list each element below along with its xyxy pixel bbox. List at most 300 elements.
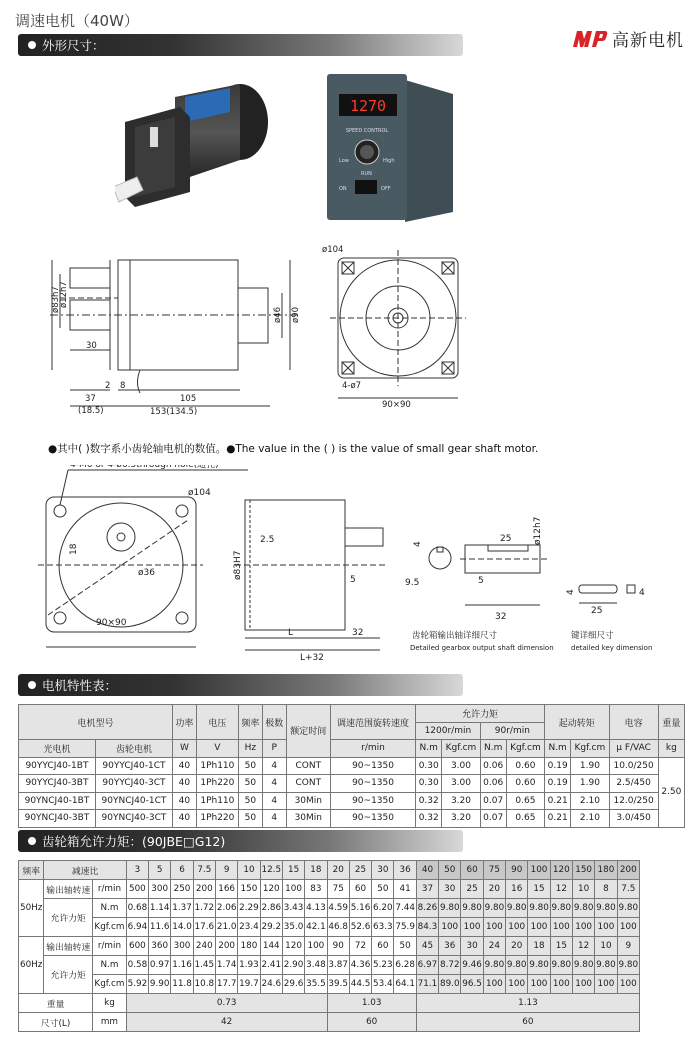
table-cell: 10.0/250 bbox=[609, 757, 658, 775]
table-header: N.m bbox=[416, 740, 442, 758]
table-cell: 0.32 bbox=[416, 792, 442, 810]
table-cell: 40 bbox=[172, 775, 196, 793]
table-header: 90r/min bbox=[480, 722, 544, 740]
table-cell: 100 bbox=[439, 918, 461, 937]
table-cell: 9.80 bbox=[439, 899, 461, 918]
dim-label: 32 bbox=[495, 612, 507, 622]
table-header: 调速范围旋转速度 bbox=[330, 705, 415, 740]
table-cell: 0.21 bbox=[545, 792, 571, 810]
table-cell: 89.0 bbox=[439, 975, 461, 994]
table-cell: N.m bbox=[93, 956, 127, 975]
table-cell: 200 bbox=[193, 880, 215, 899]
table-row bbox=[19, 975, 640, 994]
bullet-icon bbox=[28, 41, 36, 49]
table-cell: 24.6 bbox=[260, 975, 282, 994]
table-cell: 4 bbox=[262, 757, 286, 775]
table-cell: 75.9 bbox=[394, 918, 416, 937]
table-cell: 500 bbox=[126, 880, 148, 899]
table-cell: 84.3 bbox=[416, 918, 438, 937]
table-header: 90 bbox=[506, 861, 528, 880]
table-header: 重量 bbox=[658, 705, 684, 740]
table-cell: 40 bbox=[172, 757, 196, 775]
table-header: 功率 bbox=[172, 705, 196, 740]
table-cell: 25 bbox=[461, 880, 483, 899]
table-header: r/min bbox=[330, 740, 415, 758]
table-cell: 0.30 bbox=[416, 775, 442, 793]
table-header: 10 bbox=[238, 861, 260, 880]
table-cell: Kgf.cm bbox=[93, 918, 127, 937]
weight-cell: 2.50 bbox=[658, 757, 684, 827]
dim-label: ø12h7 bbox=[533, 516, 543, 545]
table-cell: 输出轴转速 bbox=[44, 937, 93, 956]
table-cell: 96.5 bbox=[461, 975, 483, 994]
table-cell: 360 bbox=[149, 937, 171, 956]
freq-cell: 50Hz bbox=[19, 880, 44, 937]
table-cell: 42.1 bbox=[305, 918, 327, 937]
table-cell: 40 bbox=[172, 792, 196, 810]
table-cell: 100 bbox=[595, 975, 617, 994]
table-cell: 30Min bbox=[286, 810, 330, 828]
caption: 键详细尺寸 bbox=[571, 631, 614, 641]
dim-label: 153(134.5) bbox=[150, 407, 198, 417]
table-cell: 重量 bbox=[19, 994, 93, 1013]
motor-table-body bbox=[19, 757, 685, 827]
table-cell: 8.72 bbox=[439, 956, 461, 975]
table-header: 电容 bbox=[609, 705, 658, 740]
table-cell: 15 bbox=[528, 880, 550, 899]
table-cell: 120 bbox=[282, 937, 304, 956]
table-cell: 8 bbox=[595, 880, 617, 899]
table-cell: 4.36 bbox=[349, 956, 371, 975]
table-cell: 1Ph220 bbox=[196, 810, 238, 828]
brand-mark-icon bbox=[572, 30, 608, 48]
table-cell: 2.10 bbox=[571, 792, 609, 810]
table-cell: 100 bbox=[572, 918, 594, 937]
table-cell: 9 bbox=[617, 937, 639, 956]
table-cell: 100 bbox=[506, 975, 528, 994]
table-cell: 63.3 bbox=[372, 918, 394, 937]
table-cell: 7.44 bbox=[394, 899, 416, 918]
table-cell: 60 bbox=[349, 880, 371, 899]
table-cell: 100 bbox=[550, 975, 572, 994]
brand-name: 高新电机 bbox=[612, 31, 684, 51]
caption: detailed key dimension bbox=[571, 644, 653, 652]
table-cell: 0.21 bbox=[545, 810, 571, 828]
table-cell: 100 bbox=[595, 918, 617, 937]
table-cell: 11.6 bbox=[149, 918, 171, 937]
table-header: 25 bbox=[349, 861, 371, 880]
table-cell: 9.80 bbox=[528, 956, 550, 975]
table-cell: kg bbox=[93, 994, 127, 1013]
table-cell: 11.8 bbox=[171, 975, 193, 994]
table-cell: 12 bbox=[572, 937, 594, 956]
table-cell: 46.8 bbox=[327, 918, 349, 937]
table-cell: 1.13 bbox=[416, 994, 639, 1013]
controller-label: ON bbox=[339, 186, 347, 192]
bullet-icon bbox=[28, 681, 36, 689]
table-cell: 4 bbox=[262, 775, 286, 793]
table-cell: 90YYCJ40-1CT bbox=[95, 757, 172, 775]
dim-label: 25 bbox=[591, 606, 603, 616]
table-header: 150 bbox=[572, 861, 594, 880]
table-cell: 35.0 bbox=[282, 918, 304, 937]
table-cell: 60 bbox=[327, 1013, 416, 1032]
table-cell: 允许力矩 bbox=[44, 899, 93, 937]
table-header: 3 bbox=[126, 861, 148, 880]
table-cell: 9.80 bbox=[550, 899, 572, 918]
gearbox-side-drawing bbox=[230, 490, 390, 665]
table-cell: 1Ph110 bbox=[196, 792, 238, 810]
section-title: 外形尺寸： bbox=[42, 38, 105, 53]
table-cell: 7.5 bbox=[617, 880, 639, 899]
table-header: 频率 bbox=[238, 705, 262, 740]
table-cell: 0.68 bbox=[126, 899, 148, 918]
table-cell: 2.10 bbox=[571, 810, 609, 828]
table-header: 起动转矩 bbox=[545, 705, 609, 740]
table-cell: 37 bbox=[416, 880, 438, 899]
table-cell: 1.14 bbox=[149, 899, 171, 918]
table-row bbox=[19, 994, 640, 1013]
table-cell: 3.87 bbox=[327, 956, 349, 975]
table-cell: 50 bbox=[372, 880, 394, 899]
table-cell: 0.60 bbox=[506, 757, 544, 775]
table-cell: 1.90 bbox=[571, 757, 609, 775]
footnote: ●其中( )数字系小齿轮轴电机的数值。●The value in the ( ) is the value of small gear shaft motor. bbox=[48, 443, 539, 455]
table-cell: 50 bbox=[238, 810, 262, 828]
table-header: 光电机 bbox=[19, 740, 96, 758]
table-cell: 18 bbox=[528, 937, 550, 956]
table-row bbox=[19, 757, 685, 775]
controller-label: Low bbox=[339, 158, 349, 164]
table-cell: 9.80 bbox=[483, 956, 505, 975]
dim-label: 105 bbox=[180, 394, 197, 404]
table-cell: 50 bbox=[238, 792, 262, 810]
dim-label: (18.5) bbox=[78, 406, 104, 416]
table-cell: 6.97 bbox=[416, 956, 438, 975]
table-header: Kgf.cm bbox=[571, 740, 609, 758]
table-cell: 100 bbox=[572, 975, 594, 994]
shaft-detail-drawing bbox=[400, 505, 555, 655]
table-cell: 300 bbox=[149, 880, 171, 899]
speed-controller-photo bbox=[325, 72, 455, 224]
table-cell: 9.80 bbox=[595, 956, 617, 975]
table-cell: 29.6 bbox=[282, 975, 304, 994]
table-cell: 8.26 bbox=[416, 899, 438, 918]
dim-label: ø36 bbox=[138, 568, 155, 578]
table-cell: 600 bbox=[126, 937, 148, 956]
dim-label: L+32 bbox=[300, 653, 325, 663]
table-cell: 36 bbox=[439, 937, 461, 956]
table-cell: 9.80 bbox=[550, 956, 572, 975]
table-cell: 0.32 bbox=[416, 810, 442, 828]
dim-label: 37 bbox=[85, 394, 96, 404]
table-header: 频率 bbox=[19, 861, 44, 880]
dim-label: 2 bbox=[105, 381, 111, 391]
table-cell: 2.06 bbox=[215, 899, 237, 918]
table-cell: 90YYCJ40-3BT bbox=[19, 775, 96, 793]
table-cell: 166 bbox=[215, 880, 237, 899]
motor-characteristics-table bbox=[18, 704, 685, 828]
table-header: 电压 bbox=[196, 705, 238, 740]
table-cell: 23.4 bbox=[238, 918, 260, 937]
table-cell: 17.7 bbox=[215, 975, 237, 994]
dim-label: ø90 bbox=[291, 306, 301, 323]
table-cell: 4 bbox=[262, 792, 286, 810]
table-cell: 2.29 bbox=[238, 899, 260, 918]
dim-label: ø12h7 bbox=[59, 281, 69, 308]
table-cell: 9.80 bbox=[617, 899, 639, 918]
table-header: 60 bbox=[461, 861, 483, 880]
table-header: 120 bbox=[550, 861, 572, 880]
table-cell: 9.80 bbox=[617, 956, 639, 975]
dim-label: 9.5 bbox=[405, 578, 420, 588]
table-cell: 100 bbox=[282, 880, 304, 899]
table-header: 30 bbox=[372, 861, 394, 880]
table-cell: 1.90 bbox=[571, 775, 609, 793]
table-cell: 尺寸(L) bbox=[19, 1013, 93, 1032]
gearbox-torque-table bbox=[18, 860, 640, 1032]
table-cell: 12.0/250 bbox=[609, 792, 658, 810]
table-cell: 3.43 bbox=[282, 899, 304, 918]
table-cell: 50 bbox=[394, 937, 416, 956]
table-header: kg bbox=[658, 740, 684, 758]
caption: Detailed gearbox output shaft dimension bbox=[410, 644, 554, 652]
table-header: 5 bbox=[149, 861, 171, 880]
table-cell: 2.41 bbox=[260, 956, 282, 975]
table-cell: 90~1350 bbox=[330, 810, 415, 828]
table-cell: 100 bbox=[528, 918, 550, 937]
table-cell: 1.93 bbox=[238, 956, 260, 975]
table-cell: 15 bbox=[550, 937, 572, 956]
bullet-icon bbox=[28, 837, 36, 845]
table-cell: 42 bbox=[126, 1013, 327, 1032]
table-header: 15 bbox=[282, 861, 304, 880]
table-row bbox=[19, 792, 685, 810]
dim-label: 4 bbox=[639, 588, 645, 598]
table-cell: 1.45 bbox=[193, 956, 215, 975]
table-row bbox=[19, 899, 640, 918]
table-cell: CONT bbox=[286, 775, 330, 793]
table-cell: 16 bbox=[506, 880, 528, 899]
table-cell: 90~1350 bbox=[330, 792, 415, 810]
table-header: 100 bbox=[528, 861, 550, 880]
freq-cell: 60Hz bbox=[19, 937, 44, 994]
dim-label: 18 bbox=[69, 543, 79, 555]
caption: 齿轮箱输出轴详细尺寸 bbox=[412, 631, 498, 641]
page-title: 调速电机（40W） bbox=[15, 12, 139, 30]
dim-label: 5 bbox=[478, 576, 484, 586]
section-title: 电机特性表： bbox=[42, 678, 118, 693]
dim-label: 2.5 bbox=[260, 535, 275, 545]
table-cell: 0.06 bbox=[480, 757, 506, 775]
table-cell: 1.37 bbox=[171, 899, 193, 918]
table-cell: 14.0 bbox=[171, 918, 193, 937]
table-cell: 41 bbox=[394, 880, 416, 899]
table-cell: 83 bbox=[305, 880, 327, 899]
table-cell: 10 bbox=[572, 880, 594, 899]
table-header: 40 bbox=[416, 861, 438, 880]
table-cell: 90~1350 bbox=[330, 757, 415, 775]
table-cell: 1.03 bbox=[327, 994, 416, 1013]
table-cell: 0.65 bbox=[506, 810, 544, 828]
table-cell: 3.20 bbox=[442, 810, 480, 828]
table-cell: 0.58 bbox=[126, 956, 148, 975]
table-header: Hz bbox=[238, 740, 262, 758]
dim-label: L bbox=[288, 628, 294, 638]
table-cell: 9.80 bbox=[528, 899, 550, 918]
table-cell: 90YNCJ40-3BT bbox=[19, 810, 96, 828]
table-cell: 9.46 bbox=[461, 956, 483, 975]
dim-label: 4-ø7 bbox=[342, 381, 362, 391]
table-cell: 100 bbox=[506, 918, 528, 937]
dim-label: 4-M6 or 4-ø6.5through hole(通孔) bbox=[70, 465, 219, 470]
table-cell: 144 bbox=[260, 937, 282, 956]
table-header: 50 bbox=[439, 861, 461, 880]
table-cell: 3.0/450 bbox=[609, 810, 658, 828]
section-bar-gearbox bbox=[18, 830, 463, 852]
controller-label: SPEED CONTROL bbox=[345, 128, 389, 134]
table-cell: 1.72 bbox=[193, 899, 215, 918]
table-header: 9 bbox=[215, 861, 237, 880]
table-cell: CONT bbox=[286, 757, 330, 775]
table-cell: 40 bbox=[172, 810, 196, 828]
table-header: 7.5 bbox=[193, 861, 215, 880]
table-cell: 100 bbox=[528, 975, 550, 994]
table-cell: 3.48 bbox=[305, 956, 327, 975]
table-cell: 0.30 bbox=[416, 757, 442, 775]
table-cell: 9.80 bbox=[572, 899, 594, 918]
table-cell: r/min bbox=[93, 880, 127, 899]
table-cell: 90YYCJ40-3CT bbox=[95, 775, 172, 793]
table-header: 36 bbox=[394, 861, 416, 880]
table-cell: 60 bbox=[416, 1013, 639, 1032]
table-cell: 71.1 bbox=[416, 975, 438, 994]
table-cell: 180 bbox=[238, 937, 260, 956]
motor-front-view-drawing bbox=[320, 240, 470, 410]
brand-logo bbox=[572, 26, 684, 51]
table-cell: 2.86 bbox=[260, 899, 282, 918]
table-cell: 3.00 bbox=[442, 775, 480, 793]
table-cell: 0.19 bbox=[545, 757, 571, 775]
table-cell: 29.2 bbox=[260, 918, 282, 937]
table-cell: 75 bbox=[327, 880, 349, 899]
gearbox-front-drawing bbox=[38, 465, 253, 660]
table-cell: 允许力矩 bbox=[44, 956, 93, 994]
table-cell: 90YNCJ40-3CT bbox=[95, 810, 172, 828]
table-header: 75 bbox=[483, 861, 505, 880]
table-cell: 4.13 bbox=[305, 899, 327, 918]
table-cell: 1Ph220 bbox=[196, 775, 238, 793]
table-cell: 9.80 bbox=[572, 956, 594, 975]
table-cell: 10 bbox=[595, 937, 617, 956]
table-cell: 90YNCJ40-1BT bbox=[19, 792, 96, 810]
table-header: 6 bbox=[171, 861, 193, 880]
table-cell: 100 bbox=[305, 937, 327, 956]
table-header: 极数 bbox=[262, 705, 286, 740]
table-header: N.m bbox=[545, 740, 571, 758]
table-cell: 300 bbox=[171, 937, 193, 956]
section-bar-outline bbox=[18, 34, 463, 56]
table-header: 20 bbox=[327, 861, 349, 880]
table-cell: Kgf.cm bbox=[93, 975, 127, 994]
table-header: 1200r/min bbox=[416, 722, 480, 740]
dim-label: ø83h7 bbox=[51, 286, 61, 313]
table-cell: 35.5 bbox=[305, 975, 327, 994]
table-row bbox=[19, 861, 640, 880]
controller-label: OFF bbox=[381, 186, 391, 192]
table-row bbox=[19, 918, 640, 937]
table-cell: 200 bbox=[215, 937, 237, 956]
table-cell: 1.74 bbox=[215, 956, 237, 975]
table-cell: 100 bbox=[483, 918, 505, 937]
table-cell: 9.80 bbox=[506, 956, 528, 975]
table-cell: 100 bbox=[461, 918, 483, 937]
table-cell: 20 bbox=[483, 880, 505, 899]
dim-label: 8 bbox=[120, 381, 126, 391]
table-cell: 100 bbox=[483, 975, 505, 994]
controller-display: 1270 bbox=[349, 97, 387, 115]
table-cell: 2.90 bbox=[282, 956, 304, 975]
table-row bbox=[19, 775, 685, 793]
section-bar-characteristics bbox=[18, 674, 463, 696]
motor-photo bbox=[115, 72, 280, 212]
table-header: 允许力矩 bbox=[416, 705, 545, 723]
dim-label: 5 bbox=[350, 575, 356, 585]
table-cell: 52.6 bbox=[349, 918, 371, 937]
dim-label: ø104 bbox=[322, 245, 344, 255]
table-cell: 0.06 bbox=[480, 775, 506, 793]
table-cell: 30 bbox=[439, 880, 461, 899]
table-cell: 0.19 bbox=[545, 775, 571, 793]
table-row bbox=[19, 880, 640, 899]
table-cell: 30Min bbox=[286, 792, 330, 810]
table-header: N.m bbox=[480, 740, 506, 758]
section-title: 齿轮箱允许力矩：(90JBE□G12) bbox=[42, 834, 226, 849]
table-header: 18 bbox=[305, 861, 327, 880]
table-cell: 72 bbox=[349, 937, 371, 956]
table-header: 额定时间 bbox=[286, 705, 330, 758]
table-header: 200 bbox=[617, 861, 639, 880]
table-cell: 3.20 bbox=[442, 792, 480, 810]
table-header: μ F/VAC bbox=[609, 740, 658, 758]
table-cell: 21.0 bbox=[215, 918, 237, 937]
table-cell: 4.59 bbox=[327, 899, 349, 918]
table-header: W bbox=[172, 740, 196, 758]
table-cell: 6.94 bbox=[126, 918, 148, 937]
table-header: 180 bbox=[595, 861, 617, 880]
table-row bbox=[19, 1013, 640, 1032]
table-cell: 4 bbox=[262, 810, 286, 828]
table-cell: 90 bbox=[327, 937, 349, 956]
table-cell: 53.4 bbox=[372, 975, 394, 994]
table-cell: 250 bbox=[171, 880, 193, 899]
table-cell: 3.00 bbox=[442, 757, 480, 775]
table-cell: N.m bbox=[93, 899, 127, 918]
dim-label: 4 bbox=[566, 589, 576, 595]
table-cell: 120 bbox=[260, 880, 282, 899]
table-cell: 5.16 bbox=[349, 899, 371, 918]
motor-side-view-drawing bbox=[40, 238, 305, 420]
table-cell: 240 bbox=[193, 937, 215, 956]
table-cell: 90~1350 bbox=[330, 775, 415, 793]
table-header: P bbox=[262, 740, 286, 758]
table-row bbox=[19, 937, 640, 956]
table-cell: r/min bbox=[93, 937, 127, 956]
table-row bbox=[19, 810, 685, 828]
dim-label: 90×90 bbox=[96, 618, 127, 628]
table-cell: 9.80 bbox=[483, 899, 505, 918]
table-cell: 60 bbox=[372, 937, 394, 956]
